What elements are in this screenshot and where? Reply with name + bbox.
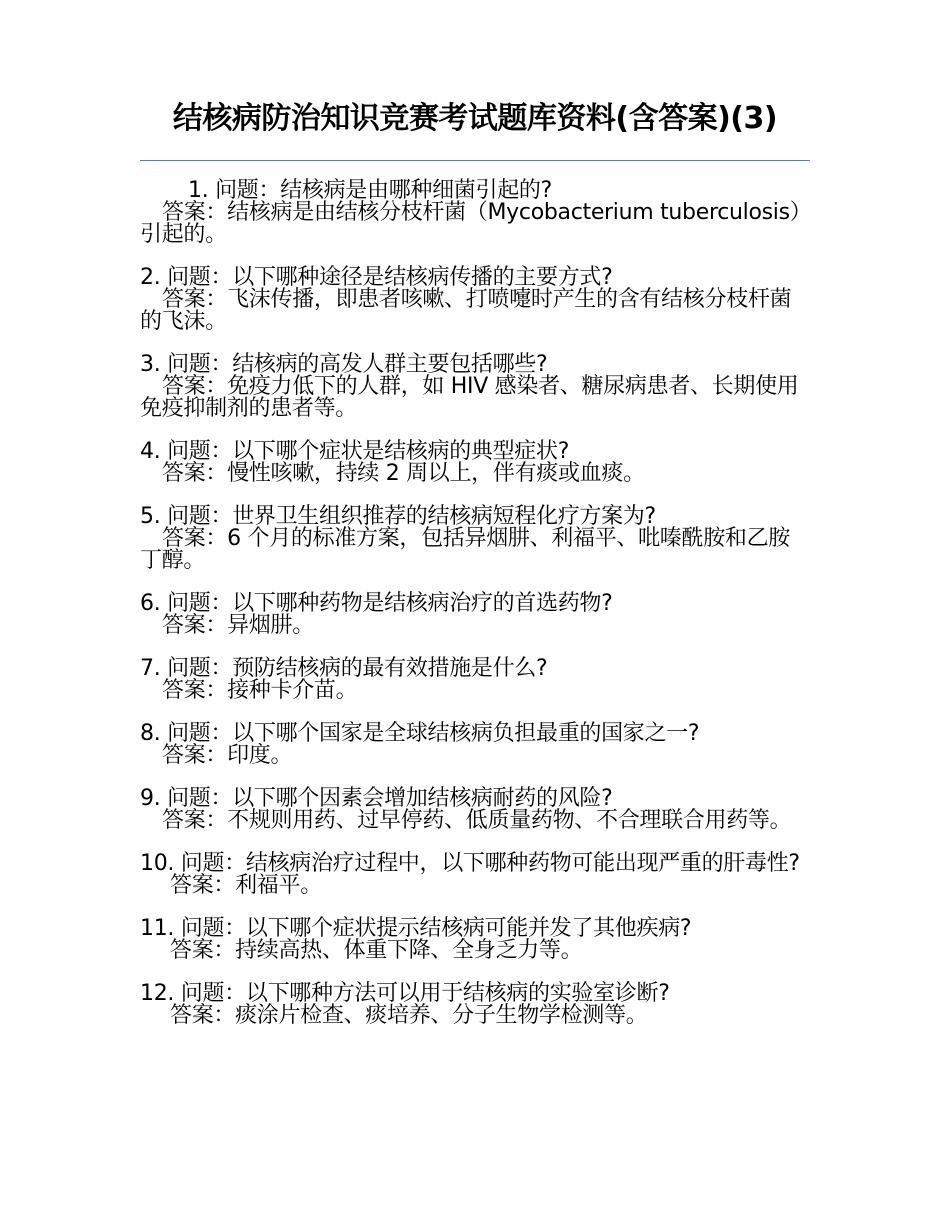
question-number: 4. [140,439,161,464]
answer-text: 答案：持续高热、体重下降、全身乏力等。 [170,938,583,963]
qa-item [140,788,810,832]
question-line [140,983,810,1005]
question-text: 问题：以下哪个症状是结核病的典型症状? [167,439,570,464]
question-number: 5. [140,504,161,529]
question-text: 问题：以下哪种药物是结核病治疗的首选药物? [167,591,613,616]
question-line [140,723,810,745]
answer-text: 答案：免疫力低下的人群，如 HIV 感染者、糖尿病患者、长期使用免疫抑制剂的患者等。 [140,374,799,421]
answer-text: 答案：利福平。 [170,873,322,898]
question-text: 问题：结核病治疗过程中，以下哪种药物可能出现严重的肝毒性? [180,851,800,876]
qa-item [140,658,810,702]
qa-item [140,723,810,767]
question-number: 7. [140,656,161,681]
qa-item [140,593,810,637]
question-number: 2. [140,265,161,290]
question-line [140,788,810,810]
qa-item [140,354,810,420]
answer-text: 答案：痰涂片检查、痰培养、分子生物学检测等。 [170,1003,648,1028]
question-text: 问题：结核病是由哪种细菌引起的? [215,178,552,203]
page-title: 结核病防治知识竞赛考试题库资料(含答案)(3) [172,101,778,136]
answer-text: 答案：飞沫传播，即患者咳嗽、打喷嚏时产生的含有结核分枝杆菌的飞沫。 [140,287,792,334]
question-text: 问题：以下哪种方法可以用于结核病的实验室诊断? [180,981,670,1006]
question-text: 问题：以下哪个国家是全球结核病负担最重的国家之一? [167,721,700,746]
question-text: 问题：世界卫生组织推荐的结核病短程化疗方案为? [167,504,656,529]
qa-item [140,441,810,485]
answer-text: 答案：接种卡介苗。 [162,678,358,703]
answer-text: 答案：慢性咳嗽，持续 2 周以上，伴有痰或血痰。 [162,461,645,486]
title-divider [140,160,810,161]
question-number: 6. [140,591,161,616]
question-line [140,354,810,376]
question-number: 11. [140,916,175,941]
qa-item [140,983,810,1027]
question-number: 9. [140,786,161,811]
qa-list [140,180,810,1048]
question-line [140,918,810,940]
question-text: 问题：结核病的高发人群主要包括哪些? [167,352,548,377]
question-text: 问题：以下哪个因素会增加结核病耐药的风险? [167,786,613,811]
qa-item [140,180,810,246]
qa-item [140,853,810,897]
question-line [140,506,810,528]
question-line [140,267,810,289]
question-text: 问题：以下哪个症状提示结核病可能并发了其他疾病? [180,916,692,941]
answer-text: 答案：6 个月的标准方案，包括异烟肼、利福平、吡嗪酰胺和乙胺丁醇。 [140,526,790,573]
question-line [140,853,810,875]
question-line [140,441,810,463]
question-line [140,180,810,202]
answer-text: 答案：结核病是由结核分枝杆菌（Mycobacterium tuberculosis）引起的。 [140,200,801,247]
question-text: 问题：以下哪种途径是结核病传播的主要方式? [167,265,613,290]
qa-item [140,918,810,962]
question-text: 问题：预防结核病的最有效措施是什么? [167,656,548,681]
qa-item [140,506,810,572]
question-number: 8. [140,721,161,746]
question-number: 3. [140,352,161,377]
qa-item [140,267,810,333]
question-line [140,658,810,680]
question-line [140,593,810,615]
answer-text: 答案：不规则用药、过早停药、低质量药物、不合理联合用药等。 [162,808,792,833]
question-number: 10. [140,851,175,876]
question-number: 12. [140,981,175,1006]
question-number: 1. [188,178,209,203]
answer-text: 答案：异烟肼。 [162,613,314,638]
answer-text: 答案：印度。 [162,743,293,768]
